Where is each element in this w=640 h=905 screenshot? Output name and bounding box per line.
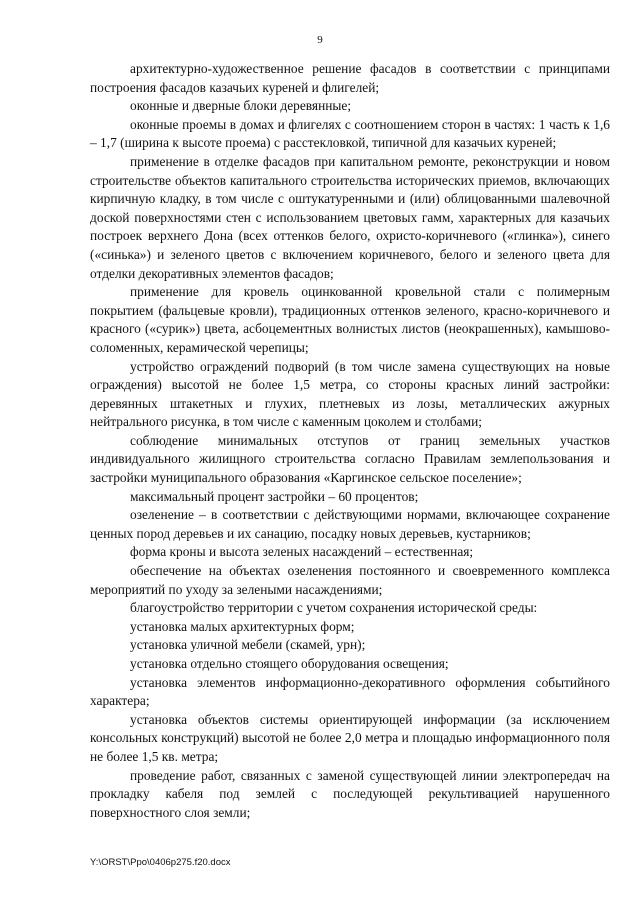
paragraph: соблюдение минимальных отступов от границ земельных участков индивидуального жилищного строительства согласно Правилам землепользования и застройки муниципального образования «Каргинское сельское поселение»; [90, 432, 610, 486]
paragraph: озеленение – в соответствии с действующими нормами, включающее сохранение ценных пород деревьев и их санацию, посадку новых деревьев, кустарников; [90, 507, 610, 541]
document-body [90, 60, 610, 822]
paragraph: архитектурно-художественное решение фасадов в соответствии с принципами построения фасадов казачьих куреней и флигелей; [90, 61, 610, 95]
paragraph: оконные и дверные блоки деревянные; [130, 98, 352, 114]
page-number: 9 [317, 34, 323, 46]
paragraph: оконные проемы в домах и флигелях с соотношением сторон в частях: 1 часть к 1,6 – 1,7 (ширина к высоте проема) с расстекловкой, типичной для казачьих куреней; [90, 116, 610, 151]
paragraph: установка объектов системы ориентирующей информации (за исключением консольных конструкций) высотой не более 2,0 метра и площадью информационного поля не более 1,5 кв. метра; [90, 711, 610, 764]
footer-file-path: Y:\ORST\Ppo\0406p275.f20.docx [90, 857, 231, 868]
paragraph: благоустройство территории с учетом сохранения исторической среды: [130, 600, 538, 616]
paragraph: применение в отделке фасадов при капитальном ремонте, реконструкции и новом строительстве объектов капитального строительства исторических приемов, включающих кирпичную кладку, в том числе с оштукатуренными и (или) облицованными шалевочной доской поверхностями стен с использованием цветовых гамм, характерных для казачьих построек верхнего Дона (всех оттенков белого, охристо-коричневого («глинка»), синего («синька») и зеленого цветов с включением коричневого, белого и зеленого цвета для отделки декоративных элементов фасадов; [90, 153, 610, 281]
paragraph: устройство ограждений подворий (в том числе замена существующих на новые ограждения) высотой не более 1,5 метра, со стороны красных линий застройки: деревянных штакетных и глухих, плетневых из лозы, металлических ажурных нейтрального рисунка, в том числе с каменным цоколем и столбами; [90, 358, 610, 430]
paragraph: применение для кровель оцинкованной кровельной стали с полимерным покрытием (фальцевые кровли), традиционных оттенков зеленого, красно-коричневого и красного («сурик») цвета, асбоцементных волнистых листов (неокрашенных), камышово-соломенных, керамической черепицы; [90, 284, 610, 355]
paragraph: установка элементов информационно-декоративного оформления событийного характера; [90, 674, 610, 709]
paragraph: форма кроны и высота зеленых насаждений – естественная; [130, 544, 474, 560]
paragraph: установка отдельно стоящего оборудования освещения; [130, 656, 449, 671]
paragraph: установка малых архитектурных форм; [130, 618, 355, 634]
paragraph: максимальный процент застройки – 60 процентов; [130, 488, 419, 504]
paragraph: обеспечение на объектах озеленения постоянного и своевременного комплекса мероприятий по уходу за зелеными насаждениями; [90, 563, 610, 597]
paragraph: установка уличной мебели (скамей, урн); [130, 637, 366, 653]
paragraph: проведение работ, связанных с заменой существующей линии электропередач на прокладку кабеля под землей с последующей рекультивацией нарушенного поверхностного слоя земли; [90, 767, 610, 820]
